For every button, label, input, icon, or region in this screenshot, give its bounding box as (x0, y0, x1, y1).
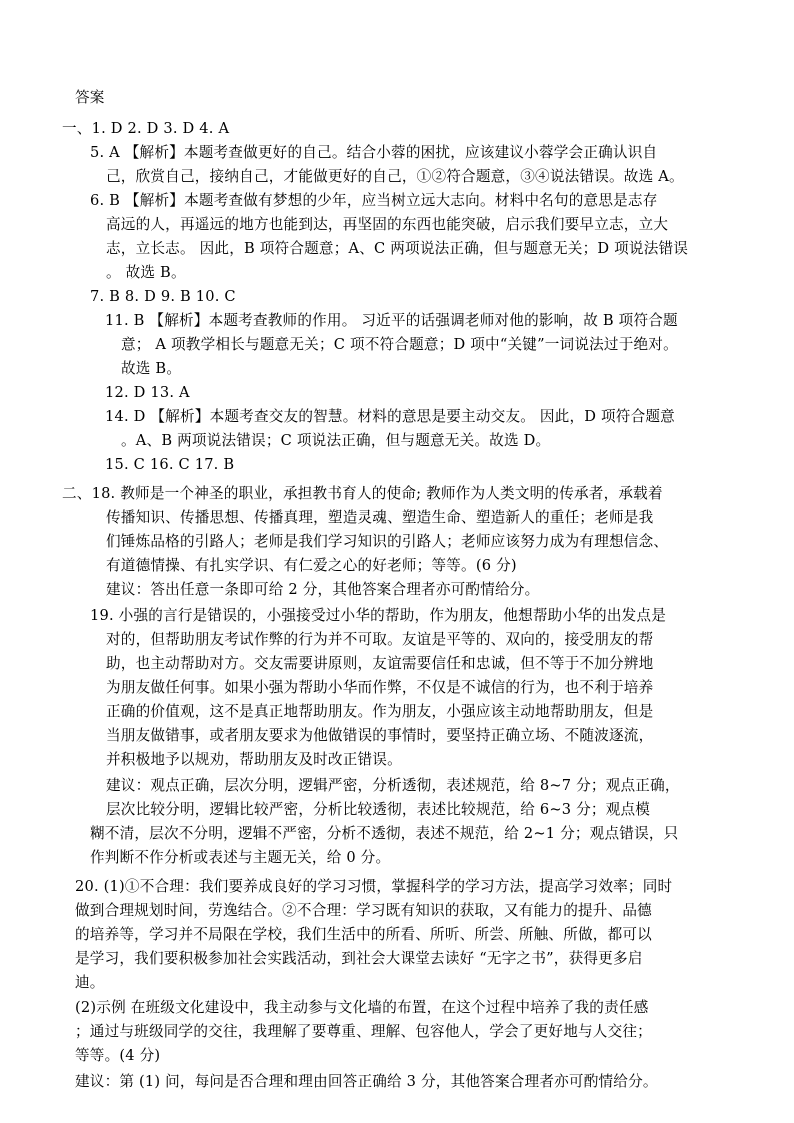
answer-line: 12. D 13. A (105, 384, 190, 401)
answer-line: (2)示例 在班级文化建设中，我主动参与文化墙的布置，在这个过程中培养了我的责任感 (75, 999, 649, 1016)
answer-line: 有道德情操、有扎实学识、有仁爱之心的好老师；等等。(6 分) (106, 557, 517, 574)
answer-line: 5. A 【解析】本题考查做更好的自己。结合小蓉的困扰，应该建议小蓉学会正确认识自 (90, 144, 658, 161)
answer-line: 意； A 项教学相长与题意无关；C 项不符合题意；D 项中“关键”一词说法过于绝对。 (121, 336, 678, 353)
page-title: 答案 (75, 89, 105, 106)
answer-line: 19. 小强的言行是错误的，小强接受过小华的帮助，作为朋友，他想帮助小华的出发点是 (90, 607, 667, 624)
answer-line: 志，立长志。 因此，B 项符合题意；A、C 两项说法正确，但与题意无关；D 项说法错误 (106, 240, 689, 257)
answer-line: 二、18. 教师是一个神圣的职业，承担教书育人的使命; 教师作为人类文明的传承者，承载着 (62, 485, 663, 502)
answer-line: 高远的人，再遥远的地方也能到达，再坚固的东西也能突破，启示我们要早立志，立大 (106, 216, 669, 233)
answer-line: 7. B 8. D 9. B 10. C (90, 288, 236, 305)
answer-line: 。A、B 两项说法错误；C 项说法正确，但与题意无关。故选 D。 (121, 432, 551, 449)
answer-line: 正确的价值观，这不是真正地帮助朋友。作为朋友，小强应该主动地帮助朋友，但是 (106, 703, 654, 720)
answer-line: 助，也主动帮助对方。交友需要讲原则，友谊需要信任和忠诚，但不等于不加分辨地 (106, 655, 654, 672)
answer-line: 20. (1)①不合理：我们要养成良好的学习习惯，掌握科学的学习方法，提高学习效率；同时 (75, 878, 673, 895)
answer-line: 己，欣赏自己，接纳自己，才能做更好的自己，①②符合题意，③④说法错误。故选 A。 (106, 168, 684, 185)
answer-line: ；通过与班级同学的交往，我理解了要尊重、理解、包容他人，学会了更好地与人交往； (75, 1023, 652, 1040)
answer-line: 作判断不作分析或表述与主题无关，给 0 分。 (90, 849, 391, 866)
answer-line: 对的，但帮助朋友考试作弊的行为并不可取。友谊是平等的、双向的，接受朋友的帮 (106, 631, 654, 648)
answer-line: 11. B 【解析】本题考查教师的作用。 习近平的话强调老师对他的影响，故 B 项符合题 (105, 312, 678, 329)
answer-line: 故选 B。 (121, 360, 182, 377)
answer-line: 糊不清，层次不分明，逻辑不严密，分析不透彻，表述不规范，给 2~1 分；观点错误，只 (90, 825, 679, 842)
answer-line: 做到合理规划时间，劳逸结合。②不合理：学习既有知识的获取，又有能力的提升、品德 (75, 902, 652, 919)
answer-line: 并积极地予以规劝，帮助朋友及时改正错误。 (106, 751, 402, 768)
answer-line: 迪。 (75, 974, 105, 991)
answer-line: 建议：观点正确，层次分明，逻辑严密，分析透彻，表述规范，给 8~7 分；观点正确， (106, 777, 680, 794)
answer-line: 们锤炼品格的引路人；老师是我们学习知识的引路人；老师应该努力成为有理想信念、 (106, 533, 669, 550)
answer-line: 建议：第 (1) 问，每问是否合理和理由回答正确给 3 分，其他答案合理者亦可酌情给分。 (75, 1073, 658, 1090)
answer-line: 建议：答出任意一条即可给 2 分，其他答案合理者亦可酌情给分。 (106, 581, 540, 598)
answer-line: 传播知识、传播思想、传播真理，塑造灵魂、塑造生命、塑造新人的重任；老师是我 (106, 509, 654, 526)
answer-line: 14. D 【解析】本题考查交友的智慧。材料的意思是要主动交友。 因此，D 项符合题意 (105, 408, 675, 425)
answer-line: 是学习，我们要积极参加社会实践活动，到社会大课堂去读好 “无字之书”，获得更多启 (75, 950, 643, 967)
answer-line: 一、1. D 2. D 3. D 4. A (62, 120, 230, 137)
answer-line: 为朋友做任何事。如果小强为帮助小华而作弊，不仅是不诚信的行为，也不利于培养 (106, 679, 654, 696)
answer-line: 6. B 【解析】本题考查做有梦想的少年，应当树立远大志向。材料中名句的意思是志存 (90, 192, 658, 209)
answer-line: 的培养等，学习并不局限在学校，我们生活中的所看、所听、所尝、所触、所做，都可以 (75, 926, 652, 943)
answer-line: 。 故选 B。 (106, 264, 186, 281)
answer-line: 等等。(4 分) (75, 1047, 161, 1064)
answer-line: 当朋友做错事，或者朋友要求为他做错误的事情时，要坚持正确立场、不随波逐流， (106, 727, 654, 744)
answer-line: 15. C 16. C 17. B (105, 456, 235, 473)
answer-line: 层次比较分明，逻辑比较严密，分析比较透彻，表述比较规范，给 6~3 分；观点模 (106, 801, 651, 818)
